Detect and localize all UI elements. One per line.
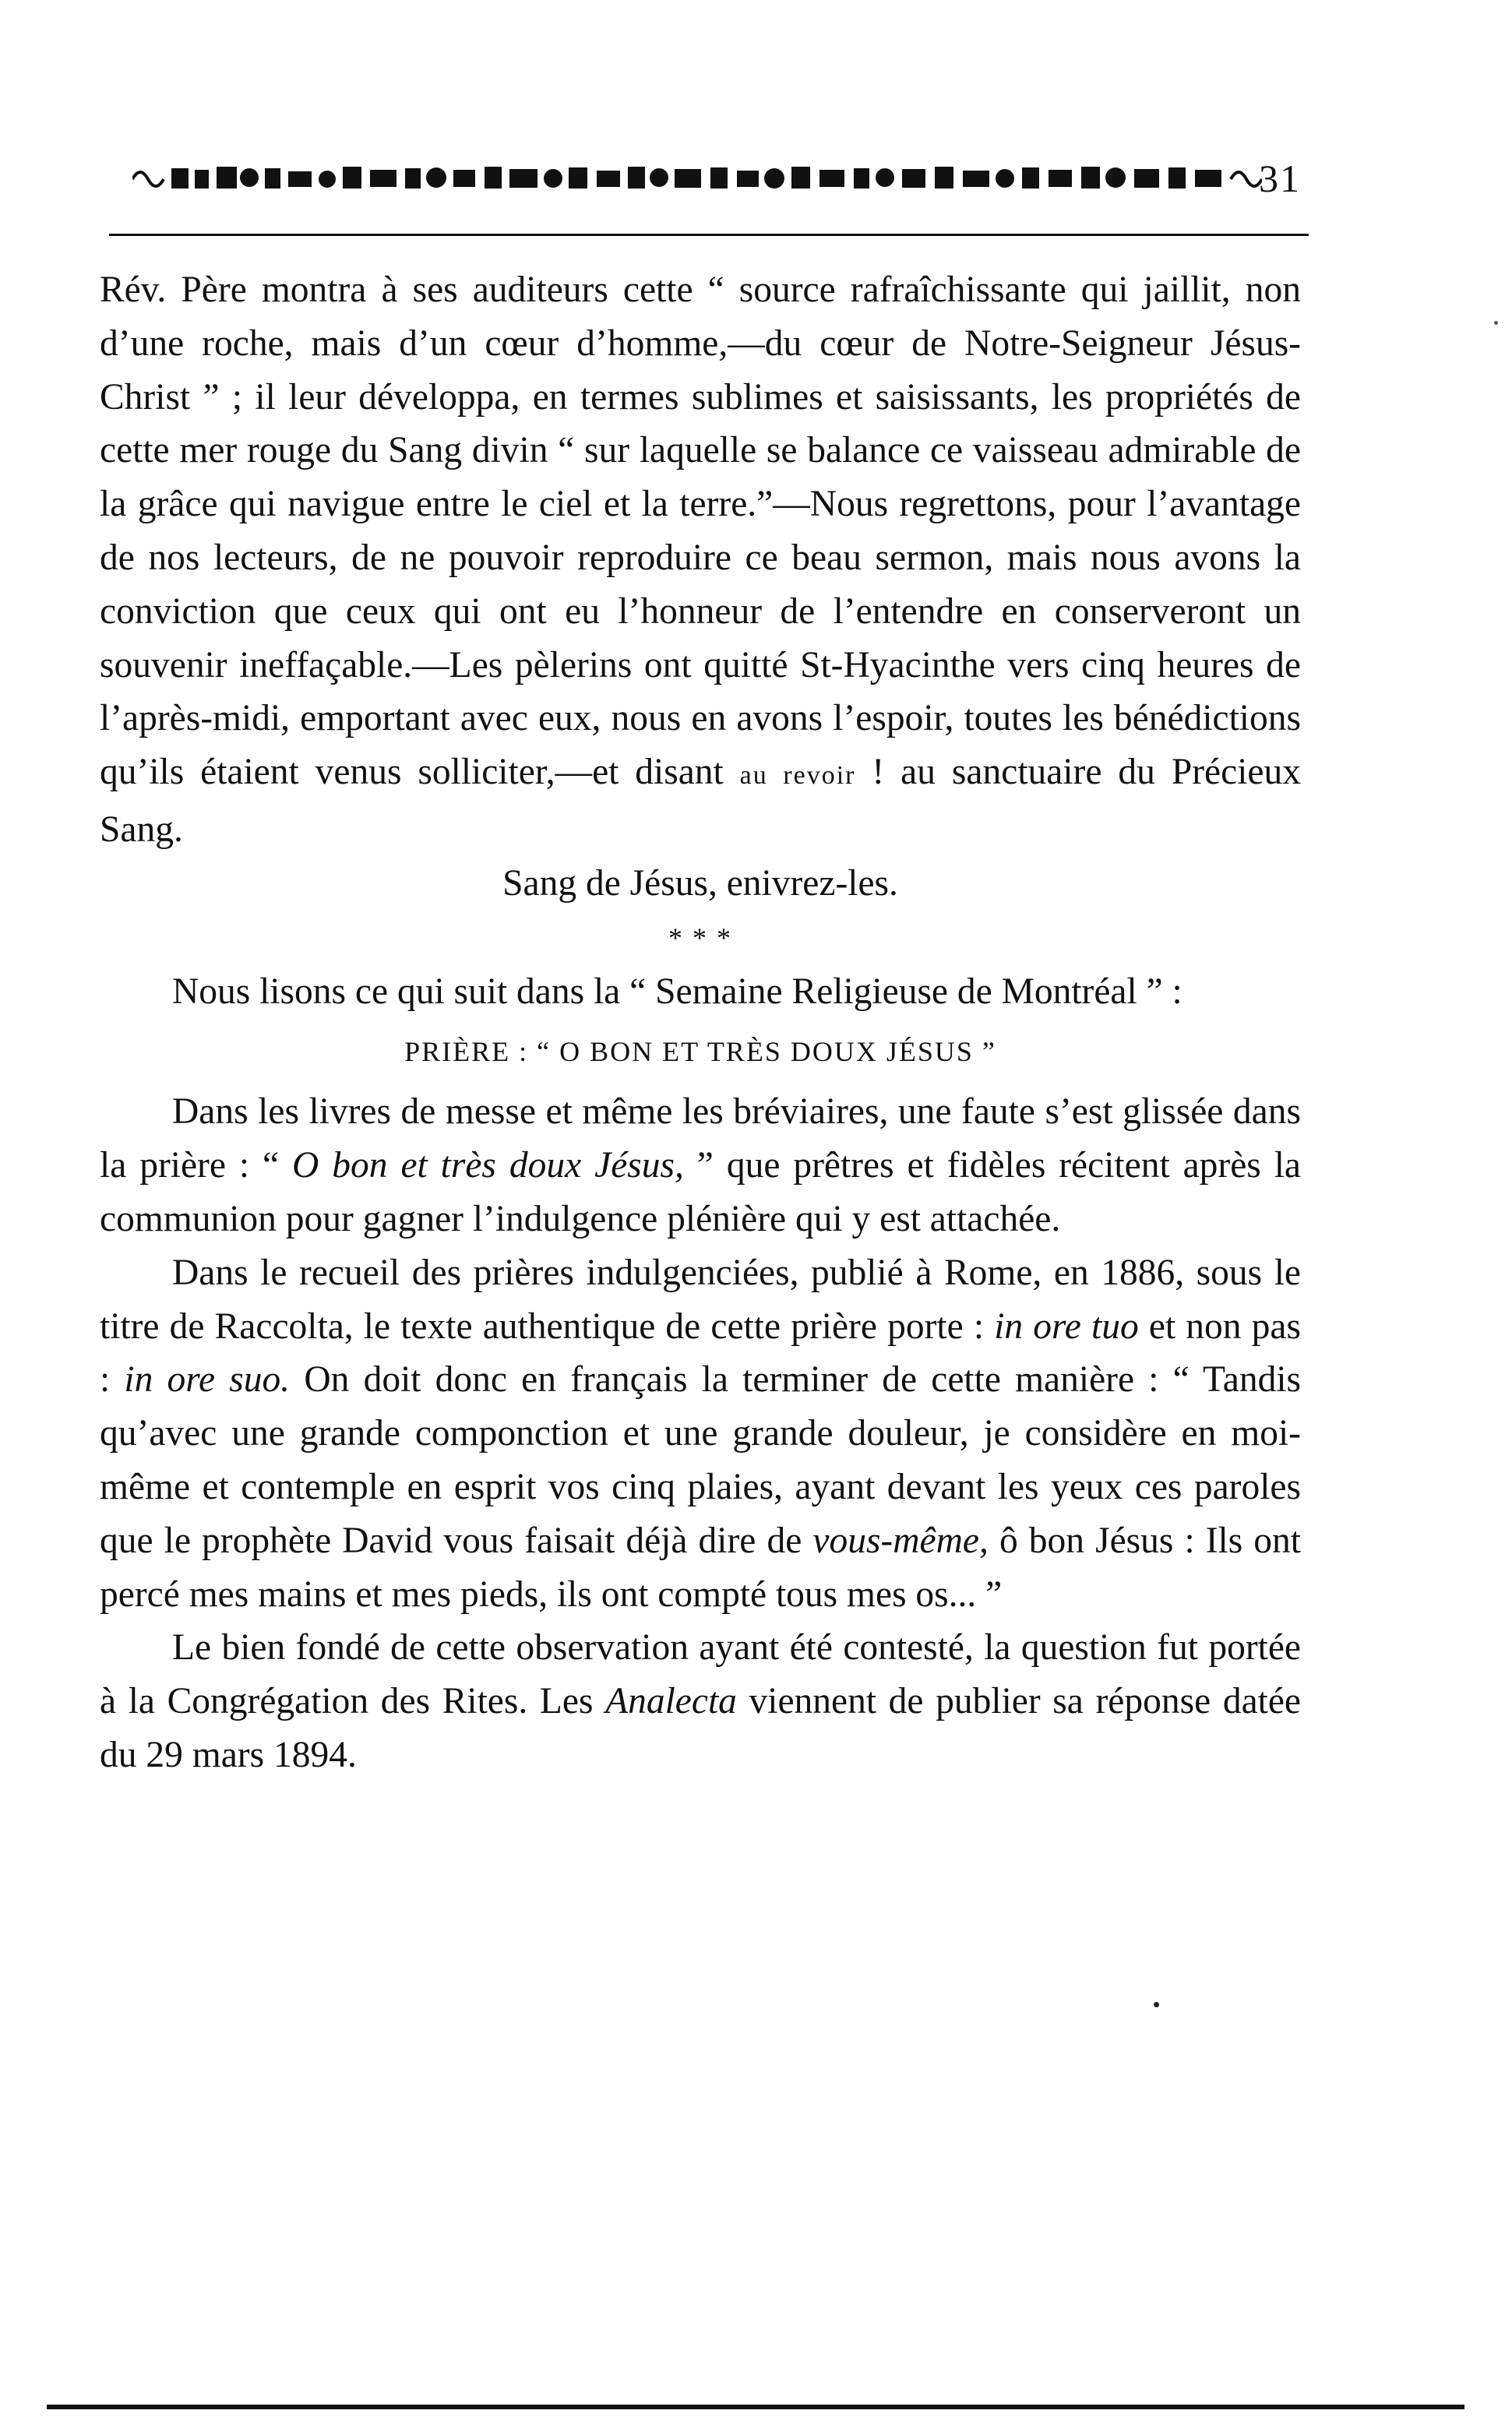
ornamental-title-icon bbox=[132, 162, 1262, 193]
in-ore-tuo-italic: in ore tuo bbox=[994, 1306, 1139, 1347]
header-rule bbox=[109, 234, 1309, 236]
paragraph-sermon bbox=[100, 263, 1301, 857]
paragraph-rites bbox=[100, 1621, 1301, 1781]
running-head bbox=[125, 156, 1316, 203]
paragraph-raccolta-b: et non pas : bbox=[100, 1306, 1301, 1401]
paragraph-sermon-end: ! au sanctuaire du Précieux Sang. bbox=[100, 752, 1301, 850]
prayer-heading: PRIÈRE : “ O BON ET TRÈS DOUX JÉSUS ” bbox=[404, 1036, 996, 1068]
paragraph-raccolta bbox=[100, 1246, 1301, 1622]
paragraph-raccolta-a: Dans le recueil des prières indulgenciées, publié à Rome, en 1886, sous le titre de Raccolta, le texte authentique de cette prière porte : bbox=[100, 1252, 1301, 1347]
analecta-italic: Analecta bbox=[605, 1681, 737, 1722]
au-revoir-smallcaps: au revoir bbox=[739, 761, 856, 791]
section-stars: * * * bbox=[668, 921, 732, 953]
paragraph-semaine: Nous lisons ce qui suit dans la “ Semaine Religieuse de Montréal ” : bbox=[172, 971, 1182, 1012]
scan-bottom-edge bbox=[47, 2405, 1464, 2409]
paragraph-faute-a: Dans les livres de messe et même les bréviaires, une faute s’est glissée dans la prière : “ bbox=[100, 1091, 1301, 1186]
paragraph-rites-a: Le bien fondé de cette observation ayant été contesté, la question fut portée à la Congrégation des Rites. Les bbox=[100, 1627, 1301, 1722]
stray-dot bbox=[1154, 2002, 1159, 2007]
in-ore-suo-italic: in ore suo. bbox=[124, 1359, 291, 1401]
paragraph-faute-b: ” que prêtres et fidèles récitent après la communion pour gagner l’indulgence plénière qui y est attachée. bbox=[100, 1145, 1302, 1239]
page-number: 31 bbox=[1259, 157, 1301, 200]
paragraph-raccolta-c: On doit donc en français la terminer de cette manière : “ Tandis qu’avec une grande componction et une grande douleur, je considère en moi-même et contemple en esprit vos cinq plaies, ayant devant les yeux ces paroles que le prophète David vous faisait déjà dire de bbox=[100, 1359, 1301, 1561]
paragraph-raccolta-d: ô bon Jésus : Ils ont percé mes mains et mes pieds, ils ont compté tous mes os... ” bbox=[100, 1520, 1302, 1615]
paragraph-sermon-text: Rév. Père montra à ses auditeurs cette “ source rafraîchissante qui jaillit, non d’une roche, mais d’un cœur d’homme,—du cœur de Notre-Seigneur Jésus-Christ ” ; il leur développa, en termes sublimes et saisissants, les propriétés de cette mer rouge du Sang divin “ sur laquelle se balance ce vaisseau admirable de la grâce qui navigue entre le ciel et la terre.”—Nous regrettons, pour l’avantage de nos lecteurs, de ne pouvoir reproduire ce beau sermon, mais nous avons la conviction que ceux qui ont eu l’honneur de l’entendre en conserveront un souvenir ineffaçable.—Les pèlerins ont quitté St-Hyacinthe vers cinq heures de l’après-midi, emportant avec eux, nous en avons l’espoir, toutes les bénédictions qu’ils étaient venus solliciter,—et disant bbox=[100, 270, 1301, 793]
paragraph-rites-b: viennent de publier sa réponse datée du 29 mars 1894. bbox=[100, 1681, 1302, 1775]
margin-speck bbox=[1494, 321, 1498, 325]
invocation: Sang de Jésus, enivrez-les. bbox=[502, 862, 898, 904]
paragraph-faute bbox=[100, 1085, 1301, 1246]
body-text bbox=[100, 263, 1301, 1782]
vous-meme-italic: vous-même, bbox=[812, 1520, 989, 1561]
prayer-title-italic: O bon et très doux Jésus, bbox=[292, 1145, 684, 1186]
